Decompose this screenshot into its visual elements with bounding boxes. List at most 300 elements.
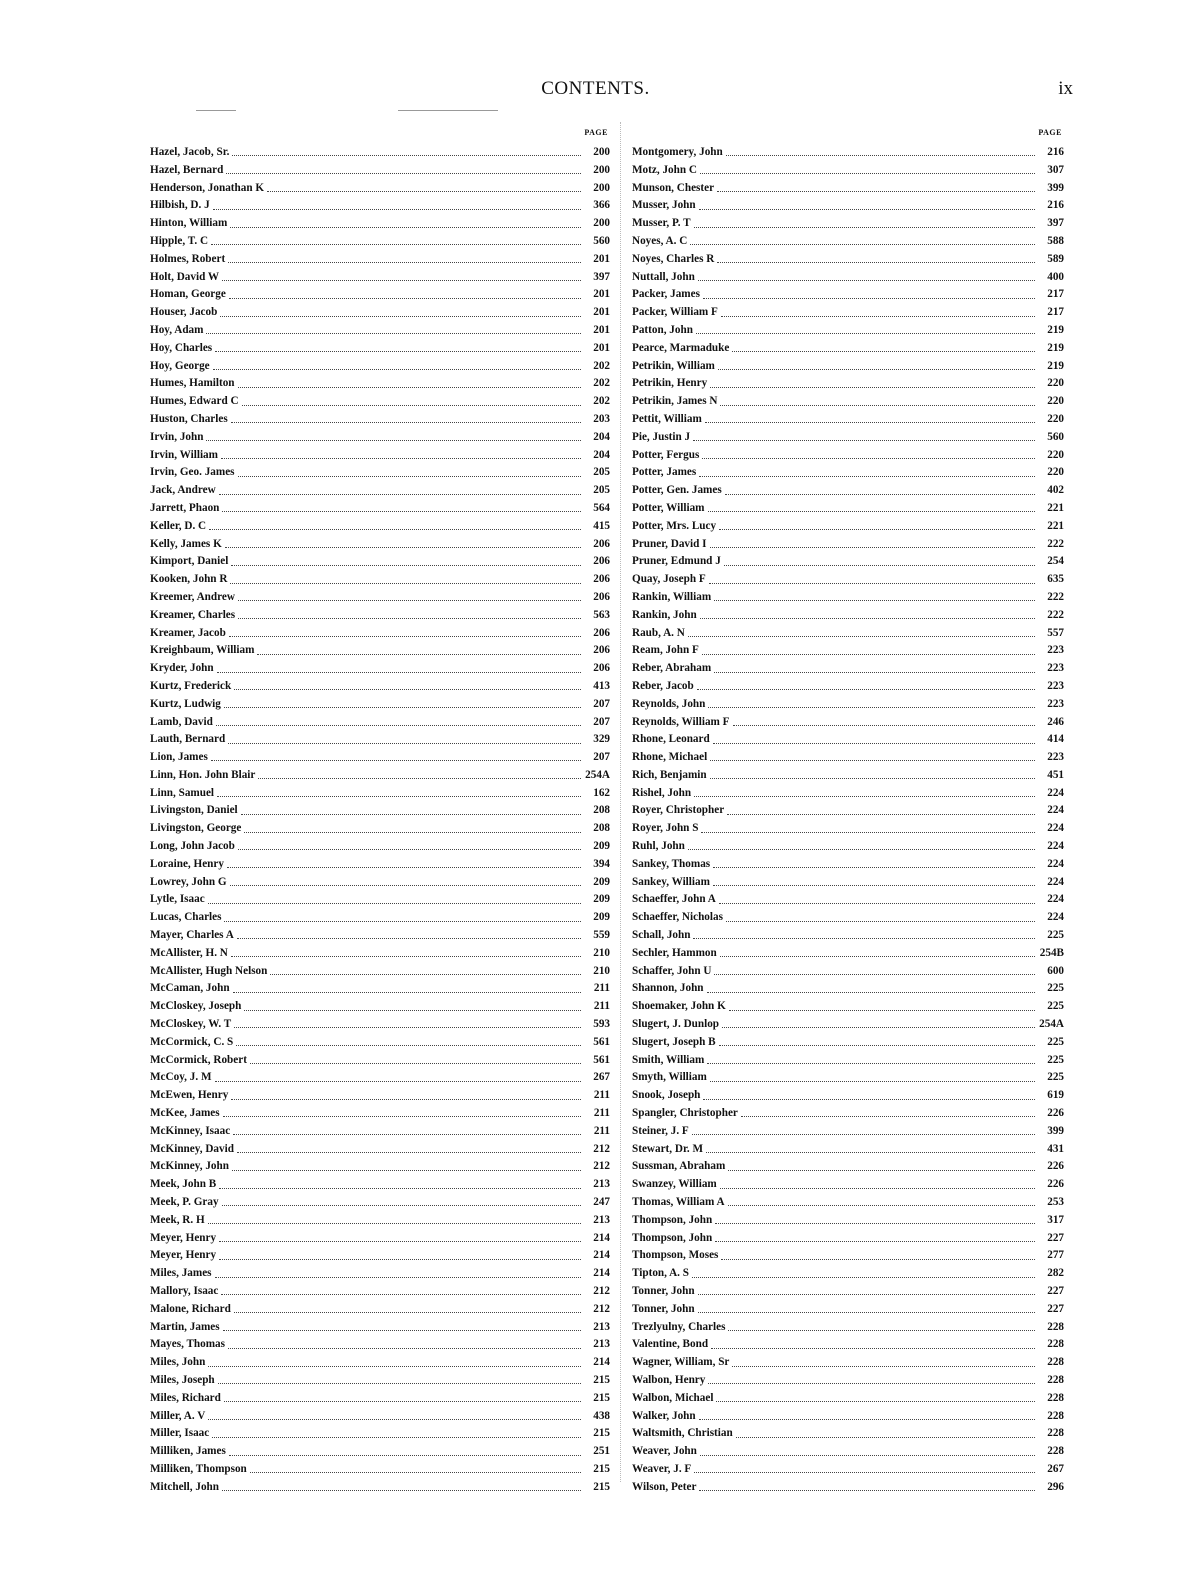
entry-page: 282 <box>1047 1267 1064 1280</box>
index-entry <box>632 464 1064 482</box>
entry-name: Weaver, J. F <box>632 1462 692 1475</box>
entry-page: 224 <box>1047 857 1064 870</box>
entry-name: Trezlyulny, Charles <box>632 1320 726 1333</box>
dot-leader <box>221 458 581 459</box>
entry-name: Wilson, Peter <box>632 1480 697 1493</box>
entry-name: Reber, Abraham <box>632 662 712 675</box>
dot-leader <box>238 387 581 388</box>
dot-leader <box>231 956 581 957</box>
index-entry <box>150 1069 610 1087</box>
index-entry <box>150 1123 610 1141</box>
dot-leader <box>697 689 1035 690</box>
dot-leader <box>213 209 581 210</box>
index-entry <box>150 1052 610 1070</box>
entry-name: Noyes, Charles R <box>632 252 715 265</box>
index-entry <box>632 909 1064 927</box>
entry-name: Lowrey, John G <box>150 875 227 888</box>
entry-page: 600 <box>1047 964 1064 977</box>
entry-page: 201 <box>593 323 610 336</box>
dot-leader <box>206 333 581 334</box>
dot-leader <box>696 333 1035 334</box>
entry-page: 212 <box>593 1142 610 1155</box>
entry-page: 451 <box>1047 768 1064 781</box>
entry-name: Meyer, Henry <box>150 1249 217 1262</box>
entry-name: Kurtz, Frederick <box>150 679 232 692</box>
index-entry <box>632 1141 1064 1159</box>
entry-name: Mallory, Isaac <box>150 1285 219 1297</box>
entry-page: 267 <box>1047 1462 1064 1475</box>
entry-name: Linn, Hon. John Blair <box>150 768 256 781</box>
dot-leader <box>215 1277 581 1278</box>
entry-name: Petrikin, James N <box>632 395 718 408</box>
index-entry <box>632 322 1064 340</box>
entry-name: Slugert, J. Dunlop <box>632 1018 720 1031</box>
entry-page: 212 <box>593 1302 610 1315</box>
entry-page: 223 <box>1047 697 1064 710</box>
entry-name: Shoemaker, John K <box>632 1000 726 1013</box>
dot-leader <box>732 351 1035 352</box>
entry-name: Swanzey, William <box>632 1178 717 1191</box>
index-entry <box>150 553 610 571</box>
entry-name: Irvin, John <box>150 430 204 443</box>
entry-name: Raub, A. N <box>632 626 685 639</box>
entry-name: Potter, James <box>632 466 697 479</box>
entry-page: 224 <box>1047 786 1064 799</box>
scan-mark <box>196 110 236 111</box>
dot-leader <box>244 832 581 833</box>
entry-page: 223 <box>1047 662 1064 675</box>
dot-leader <box>710 387 1035 388</box>
entry-name: McAllister, Hugh Nelson <box>150 964 268 977</box>
dot-leader <box>732 1366 1035 1367</box>
entry-name: Waltsmith, Christian <box>632 1427 733 1440</box>
entry-page: 366 <box>593 199 610 212</box>
dot-leader <box>228 743 581 744</box>
entry-name: Lucas, Charles <box>150 911 222 924</box>
entry-name: Hazel, Jacob, Sr. <box>150 146 230 158</box>
entry-name: Sussman, Abraham <box>632 1160 726 1173</box>
entry-page: 222 <box>1047 590 1064 603</box>
dot-leader <box>212 1437 581 1438</box>
entry-name: Rankin, William <box>632 590 712 603</box>
entry-name: McEwen, Henry <box>150 1089 229 1102</box>
index-entry <box>632 1390 1064 1408</box>
entry-name: Meek, R. H <box>150 1213 205 1226</box>
index-entry <box>632 1034 1064 1052</box>
entry-name: Hoy, George <box>150 359 210 372</box>
entry-page: 211 <box>593 982 610 995</box>
entry-name: Huston, Charles <box>150 412 228 425</box>
dot-leader <box>702 458 1035 459</box>
index-entry <box>150 945 610 963</box>
index-entry <box>150 571 610 589</box>
entry-page: 619 <box>1047 1089 1064 1102</box>
entry-page: 202 <box>593 395 610 408</box>
entry-name: Potter, Fergus <box>632 448 700 461</box>
entry-name: Nuttall, John <box>632 270 695 283</box>
entry-name: Rhone, Michael <box>632 751 708 764</box>
entry-page: 561 <box>593 1053 610 1066</box>
entry-page: 210 <box>593 964 610 977</box>
entry-name: Irvin, Geo. James <box>150 466 235 479</box>
entry-page: 215 <box>593 1462 610 1475</box>
index-entry <box>632 625 1064 643</box>
dot-leader <box>231 1099 581 1100</box>
index-entry <box>632 429 1064 447</box>
entry-name: Musser, John <box>632 199 696 212</box>
index-entry <box>150 1283 610 1301</box>
entry-name: Potter, Mrs. Lucy <box>632 519 717 532</box>
entry-page: 224 <box>1047 893 1064 906</box>
index-entry <box>632 678 1064 696</box>
entry-page: 226 <box>1047 1107 1064 1120</box>
entry-name: Kooken, John R <box>150 573 228 586</box>
dot-leader <box>213 369 581 370</box>
entry-page: 588 <box>1047 234 1064 247</box>
dot-leader <box>233 992 581 993</box>
entry-name: Kreamer, Jacob <box>150 626 226 639</box>
entry-page: 206 <box>593 644 610 657</box>
dot-leader <box>728 1205 1035 1206</box>
entry-name: Walker, John <box>632 1409 696 1422</box>
entry-name: Mitchell, John <box>150 1480 219 1493</box>
index-entry <box>632 144 1064 162</box>
index-entry <box>150 393 610 411</box>
entry-page: 224 <box>1047 875 1064 888</box>
index-entry <box>632 1176 1064 1194</box>
index-entry <box>150 1230 610 1248</box>
index-entry <box>632 162 1064 180</box>
dot-leader <box>234 1027 581 1028</box>
dot-leader <box>234 689 581 690</box>
index-entry <box>632 802 1064 820</box>
entry-name: Kreamer, Charles <box>150 608 236 621</box>
dot-leader <box>225 547 581 548</box>
index-entry <box>632 1158 1064 1176</box>
dot-leader <box>694 227 1035 228</box>
index-entry <box>150 767 610 785</box>
index-entry <box>150 1372 610 1390</box>
index-entry <box>632 482 1064 500</box>
entry-page: 227 <box>1047 1231 1064 1244</box>
entry-name: Lytle, Isaac <box>150 893 205 906</box>
entry-page: 214 <box>593 1249 610 1262</box>
index-entry <box>150 589 610 607</box>
entry-page: 224 <box>1047 804 1064 817</box>
index-entry <box>150 696 610 714</box>
dot-leader <box>229 1455 581 1456</box>
entry-page: 225 <box>1047 1071 1064 1084</box>
dot-leader <box>708 707 1035 708</box>
entry-page: 209 <box>593 893 610 906</box>
index-entry <box>632 696 1064 714</box>
dot-leader <box>729 1010 1035 1011</box>
entry-name: Meek, John B <box>150 1178 217 1191</box>
dot-leader <box>706 1152 1035 1153</box>
index-entry <box>632 571 1064 589</box>
dot-leader <box>692 1134 1035 1135</box>
index-entry <box>150 233 610 251</box>
index-entry <box>150 1301 610 1319</box>
entry-name: Kurtz, Ludwig <box>150 697 221 710</box>
entry-name: McKee, James <box>150 1107 220 1120</box>
entry-page: 267 <box>593 1071 610 1084</box>
index-entry <box>150 429 610 447</box>
dot-leader <box>720 405 1035 406</box>
entry-page: 560 <box>1047 430 1064 443</box>
entry-name: Steiner, J. F <box>632 1124 689 1137</box>
entry-page: 221 <box>1047 519 1064 532</box>
entry-page: 216 <box>1047 146 1064 158</box>
dot-leader <box>228 1348 581 1349</box>
dot-leader <box>714 600 1035 601</box>
index-entry <box>632 998 1064 1016</box>
dot-leader <box>208 1419 581 1420</box>
dot-leader <box>693 938 1035 939</box>
dot-leader <box>218 1383 581 1384</box>
index-entry <box>150 1034 610 1052</box>
entry-page: 215 <box>593 1373 610 1386</box>
index-entry <box>632 820 1064 838</box>
entry-page: 225 <box>1047 982 1064 995</box>
entry-page: 213 <box>593 1213 610 1226</box>
index-entry <box>632 1087 1064 1105</box>
index-entry <box>150 1443 610 1461</box>
index-entry <box>632 1016 1064 1034</box>
dot-leader <box>206 440 581 441</box>
dot-leader <box>222 511 581 512</box>
dot-leader <box>208 903 581 904</box>
entry-name: Lamb, David <box>150 715 213 728</box>
dot-leader <box>692 1277 1035 1278</box>
entry-page: 247 <box>593 1196 610 1209</box>
entry-name: Miller, Isaac <box>150 1427 210 1440</box>
entry-name: Milliken, Thompson <box>150 1462 247 1475</box>
entry-name: Hazel, Bernard <box>150 163 224 176</box>
dot-leader <box>694 796 1035 797</box>
dot-leader <box>211 760 581 761</box>
index-entry <box>150 749 610 767</box>
entry-page: 254 <box>1047 555 1064 568</box>
index-entry <box>632 393 1064 411</box>
entry-name: Humes, Edward C <box>150 395 239 408</box>
entry-name: Mayer, Charles A <box>150 929 234 942</box>
entry-name: Munson, Chester <box>632 181 715 194</box>
entry-page: 228 <box>1047 1373 1064 1386</box>
entry-name: Henderson, Jonathan K <box>150 181 265 194</box>
entry-page: 402 <box>1047 484 1064 497</box>
entry-name: Keller, D. C <box>150 519 207 532</box>
entry-name: Motz, John C <box>632 163 697 176</box>
entry-page: 228 <box>1047 1445 1064 1458</box>
index-entry <box>632 180 1064 198</box>
index-entry <box>150 802 610 820</box>
entry-page: 211 <box>593 1000 610 1013</box>
index-entry <box>150 927 610 945</box>
entry-name: Thompson, John <box>632 1213 713 1226</box>
entry-page: 209 <box>593 911 610 924</box>
index-entry <box>632 1069 1064 1087</box>
dot-leader <box>736 1437 1035 1438</box>
entry-name: Quay, Joseph F <box>632 573 706 586</box>
dot-leader <box>711 1348 1035 1349</box>
entry-page: 213 <box>593 1320 610 1333</box>
dot-leader <box>233 1134 581 1135</box>
dot-leader <box>222 280 581 281</box>
index-entry <box>150 625 610 643</box>
index-entry <box>632 749 1064 767</box>
entry-page: 224 <box>1047 840 1064 853</box>
dot-leader <box>688 636 1035 637</box>
entry-page: 204 <box>593 430 610 443</box>
entry-page: 220 <box>1047 466 1064 479</box>
index-entry <box>150 304 610 322</box>
entry-page: 277 <box>1047 1249 1064 1262</box>
entry-name: Weaver, John <box>632 1445 697 1458</box>
entry-name: Potter, Gen. James <box>632 484 722 497</box>
entry-page: 220 <box>1047 395 1064 408</box>
dot-leader <box>258 778 581 779</box>
dot-leader <box>229 298 581 299</box>
dot-leader <box>703 1099 1035 1100</box>
entry-page: 206 <box>593 662 610 675</box>
entry-page: 563 <box>593 608 610 621</box>
entry-page: 211 <box>593 1107 610 1120</box>
entry-page: 215 <box>593 1480 610 1493</box>
entry-page: 397 <box>593 270 610 283</box>
entry-page: 228 <box>1047 1320 1064 1333</box>
page-number: ix <box>1058 78 1073 99</box>
entry-page: 635 <box>1047 573 1064 586</box>
entry-page: 225 <box>1047 929 1064 942</box>
dot-leader <box>713 885 1035 886</box>
dot-leader <box>710 778 1035 779</box>
entry-name: Noyes, A. C <box>632 234 688 247</box>
entry-name: Miller, A. V <box>150 1409 206 1422</box>
entry-name: Holmes, Robert <box>150 252 226 265</box>
entry-page: 228 <box>1047 1338 1064 1351</box>
entry-page: 204 <box>593 448 610 461</box>
entry-page: 329 <box>593 733 610 746</box>
entry-name: McCormick, Robert <box>150 1053 247 1066</box>
dot-leader <box>719 903 1035 904</box>
index-entry <box>150 1425 610 1443</box>
entry-page: 207 <box>593 697 610 710</box>
entry-name: Royer, Christopher <box>632 804 725 817</box>
entry-page: 215 <box>593 1391 610 1404</box>
entry-page: 221 <box>1047 501 1064 514</box>
index-entry <box>150 215 610 233</box>
index-entry <box>150 820 610 838</box>
dot-leader <box>705 422 1035 423</box>
index-entry <box>150 660 610 678</box>
index-entry <box>150 891 610 909</box>
index-entry <box>632 286 1064 304</box>
dot-leader <box>237 1152 581 1153</box>
entry-name: Montgomery, John <box>632 146 723 158</box>
entry-page: 226 <box>1047 1178 1064 1191</box>
index-entry <box>632 1301 1064 1319</box>
index-entry <box>150 286 610 304</box>
entry-name: Smith, William <box>632 1053 705 1066</box>
dot-leader <box>700 173 1035 174</box>
dot-leader <box>223 1116 581 1117</box>
index-entry <box>150 322 610 340</box>
dot-leader <box>728 1170 1035 1171</box>
entry-name: Thompson, Moses <box>632 1249 719 1262</box>
dot-leader <box>710 760 1035 761</box>
entry-page: 223 <box>1047 751 1064 764</box>
entry-page: 225 <box>1047 1053 1064 1066</box>
dot-leader <box>726 921 1035 922</box>
entry-name: Kimport, Daniel <box>150 555 229 568</box>
entry-page: 206 <box>593 573 610 586</box>
dot-leader <box>229 636 581 637</box>
entry-name: Meyer, Henry <box>150 1231 217 1244</box>
index-entry <box>150 998 610 1016</box>
index-entry <box>632 945 1064 963</box>
index-entry <box>632 589 1064 607</box>
index-entry <box>632 642 1064 660</box>
entry-page: 254B <box>1039 946 1064 959</box>
index-entry <box>632 1123 1064 1141</box>
entry-name: Tipton, A. S <box>632 1267 690 1280</box>
dot-leader <box>700 618 1035 619</box>
entry-page: 219 <box>1047 341 1064 354</box>
dot-leader <box>267 191 581 192</box>
entry-page: 209 <box>593 840 610 853</box>
index-entry <box>150 144 610 162</box>
index-entry <box>150 180 610 198</box>
dot-leader <box>694 1472 1035 1473</box>
entry-page: 228 <box>1047 1356 1064 1369</box>
dot-leader <box>250 1472 581 1473</box>
dot-leader <box>219 1241 581 1242</box>
entry-name: Sankey, William <box>632 875 710 888</box>
entry-name: Patton, John <box>632 323 693 336</box>
entry-name: Milliken, James <box>150 1445 226 1458</box>
index-entry <box>632 233 1064 251</box>
dot-leader <box>209 529 581 530</box>
dot-leader <box>698 1294 1035 1295</box>
index-entry <box>632 518 1064 536</box>
entry-page: 215 <box>593 1427 610 1440</box>
index-entry <box>150 838 610 856</box>
entry-name: Reynolds, John <box>632 697 706 710</box>
dot-leader <box>231 565 581 566</box>
dot-leader <box>238 476 581 477</box>
entry-page: 228 <box>1047 1391 1064 1404</box>
index-entry <box>150 500 610 518</box>
entry-name: McCoy, J. M <box>150 1071 212 1084</box>
dot-leader <box>717 262 1035 263</box>
index-entry <box>150 1212 610 1230</box>
dot-leader <box>708 1383 1035 1384</box>
entry-name: Malone, Richard <box>150 1302 231 1315</box>
entry-name: Holt, David W <box>150 270 220 283</box>
entry-name: Livingston, Daniel <box>150 804 238 817</box>
entry-page: 307 <box>1047 163 1064 176</box>
index-entry <box>150 980 610 998</box>
entry-page: 217 <box>1047 288 1064 301</box>
entry-page: 213 <box>593 1338 610 1351</box>
dot-leader <box>224 1401 581 1402</box>
index-entry <box>632 1425 1064 1443</box>
dot-leader <box>709 583 1035 584</box>
dot-leader <box>714 672 1035 673</box>
entry-name: Schaeffer, John A <box>632 893 716 906</box>
dot-leader <box>703 298 1035 299</box>
